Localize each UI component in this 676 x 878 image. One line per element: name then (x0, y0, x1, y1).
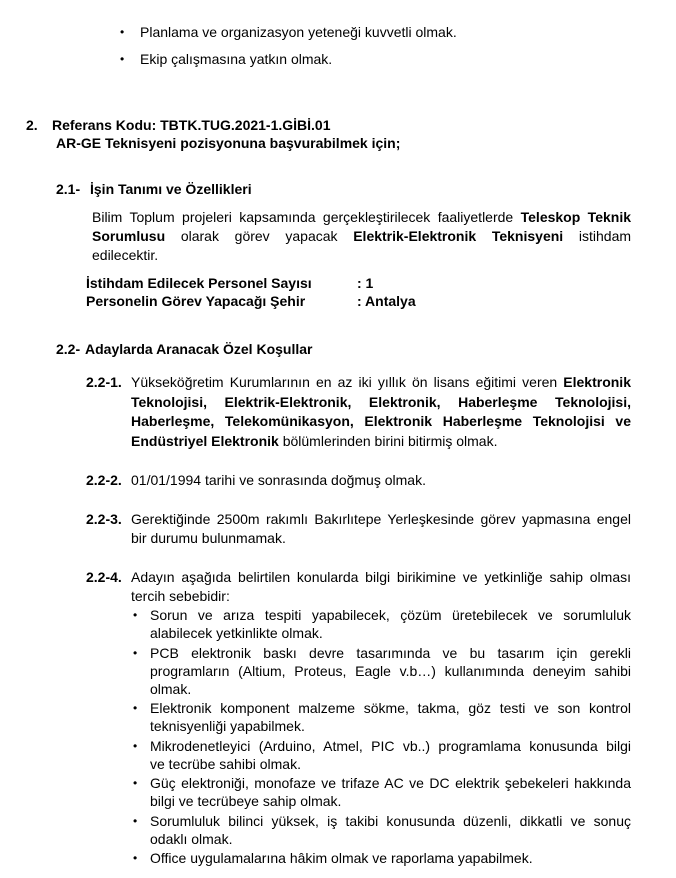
condition-line: Teknolojisi, Elektrik-Elektronik, Elektronik, Haberleşme Teknolojisi, (131, 394, 631, 410)
section-number: 2. (26, 117, 38, 133)
skill-bullet-line: Sorun ve arıza tespiti yapabilecek, çözüm üretebilecek ve sorumluluk (150, 607, 631, 623)
skill-bullet-line: teknisyenliği yapabilmek. (150, 718, 305, 734)
condition-line: 01/01/1994 tarihi ve sonrasında doğmuş olmak. (131, 472, 426, 488)
skill-bullet-line: ve tecrübe sahibi olmak. (150, 756, 301, 772)
skill-bullet-line: Güç elektroniği, monofaze ve trifaze AC ve DC elektrik şebekeleri hakkında (150, 775, 631, 791)
skill-bullet-line: Office uygulamalarına hâkim olmak ve raporlama yapabilmek. (150, 850, 533, 866)
bullet-marker: • (120, 25, 125, 39)
subsection-number: 2.1- (56, 181, 81, 197)
bullet-marker: • (133, 851, 138, 865)
condition-line: bir durumu bulunmamak. (131, 530, 286, 546)
skill-bullet-line: Elektronik komponent malzeme sökme, takma, göz testi ve son kontrol (150, 700, 631, 716)
skill-bullet-line: alabilecek yetkinlikte olmak. (150, 625, 323, 641)
bullet-marker: • (133, 701, 138, 715)
condition-number: 2.2-3. (86, 511, 122, 527)
condition-line: Yükseköğretim Kurumlarının en az iki yıllık ön lisans eğitimi veren Elektronik (131, 374, 631, 390)
skill-bullet-line: Mikrodenetleyici (Arduino, Atmel, PIC vb..) programlama konusunda bilgi (150, 738, 631, 754)
bullet-marker: • (120, 52, 125, 66)
condition-line: Gerektiğinde 2500m rakımlı Bakırlıtepe Yerleşkesinde görev yapmasına engel (131, 511, 631, 527)
top-bullet-item: Ekip çalışmasına yatkın olmak. (140, 51, 333, 67)
bullet-marker: • (133, 739, 138, 753)
skill-bullet-line: olmak. (150, 681, 192, 697)
subsection-title: Adaylarda Aranacak Özel Koşullar (85, 341, 313, 357)
subsection-title: İşin Tanımı ve Özellikleri (90, 181, 252, 197)
skill-bullet-line: PCB elektronik baskı devre tasarımında ve bu tasarım için gerekli (150, 645, 631, 661)
staff-count-value: : 1 (357, 275, 374, 291)
section-subheading: AR-GE Teknisyeni pozisyonuna başvurabilmek için; (56, 135, 401, 151)
duty-city-label: Personelin Görev Yapacağı Şehir (86, 293, 306, 309)
paragraph-line: edilecektir. (92, 247, 159, 263)
bullet-marker: • (133, 814, 138, 828)
skill-bullet-line: bilgi ve tecrübeye sahip olmak. (150, 793, 342, 809)
condition-line: tercih sebebidir: (131, 588, 230, 604)
top-bullet-item: Planlama ve organizasyon yeteneği kuvvetli olmak. (140, 24, 457, 40)
skill-bullet-line: programların (Altium, Proteus, Eagle v.b…) kullanımında deneyim sahibi (150, 663, 631, 679)
duty-city-value: : Antalya (357, 293, 416, 309)
section-heading: Referans Kodu: TBTK.TUG.2021-1.GİBİ.01 (52, 117, 331, 133)
condition-line: Adayın aşağıda belirtilen konularda bilgi birikimine ve yetkinliğe sahip olması (131, 569, 631, 585)
staff-count-label: İstihdam Edilecek Personel Sayısı (86, 275, 312, 291)
subsection-number: 2.2- (56, 341, 81, 357)
condition-number: 2.2-1. (86, 374, 122, 390)
skill-bullet-line: odaklı olmak. (150, 831, 233, 847)
skill-bullet-line: Sorumluluk bilinci yüksek, iş takibi konusunda düzenli, dikkatli ve sonuç (150, 813, 631, 829)
bullet-marker: • (133, 608, 138, 622)
condition-number: 2.2-2. (86, 472, 122, 488)
bullet-marker: • (133, 776, 138, 790)
paragraph-line: Bilim Toplum projeleri kapsamında gerçekleştirilecek faaliyetlerde Teleskop Teknik (92, 209, 631, 225)
condition-line: Endüstriyel Elektronik bölümlerinden birini bitirmiş olmak. (131, 433, 498, 449)
condition-line: Haberleşme, Telekomünikasyon, Elektronik Haberleşme Teknolojisi ve (131, 413, 631, 429)
condition-number: 2.2-4. (86, 569, 122, 585)
paragraph-line: Sorumlusu olarak görev yapacak Elektrik-Elektronik Teknisyeni istihdam (92, 228, 632, 244)
bullet-marker: • (133, 646, 138, 660)
